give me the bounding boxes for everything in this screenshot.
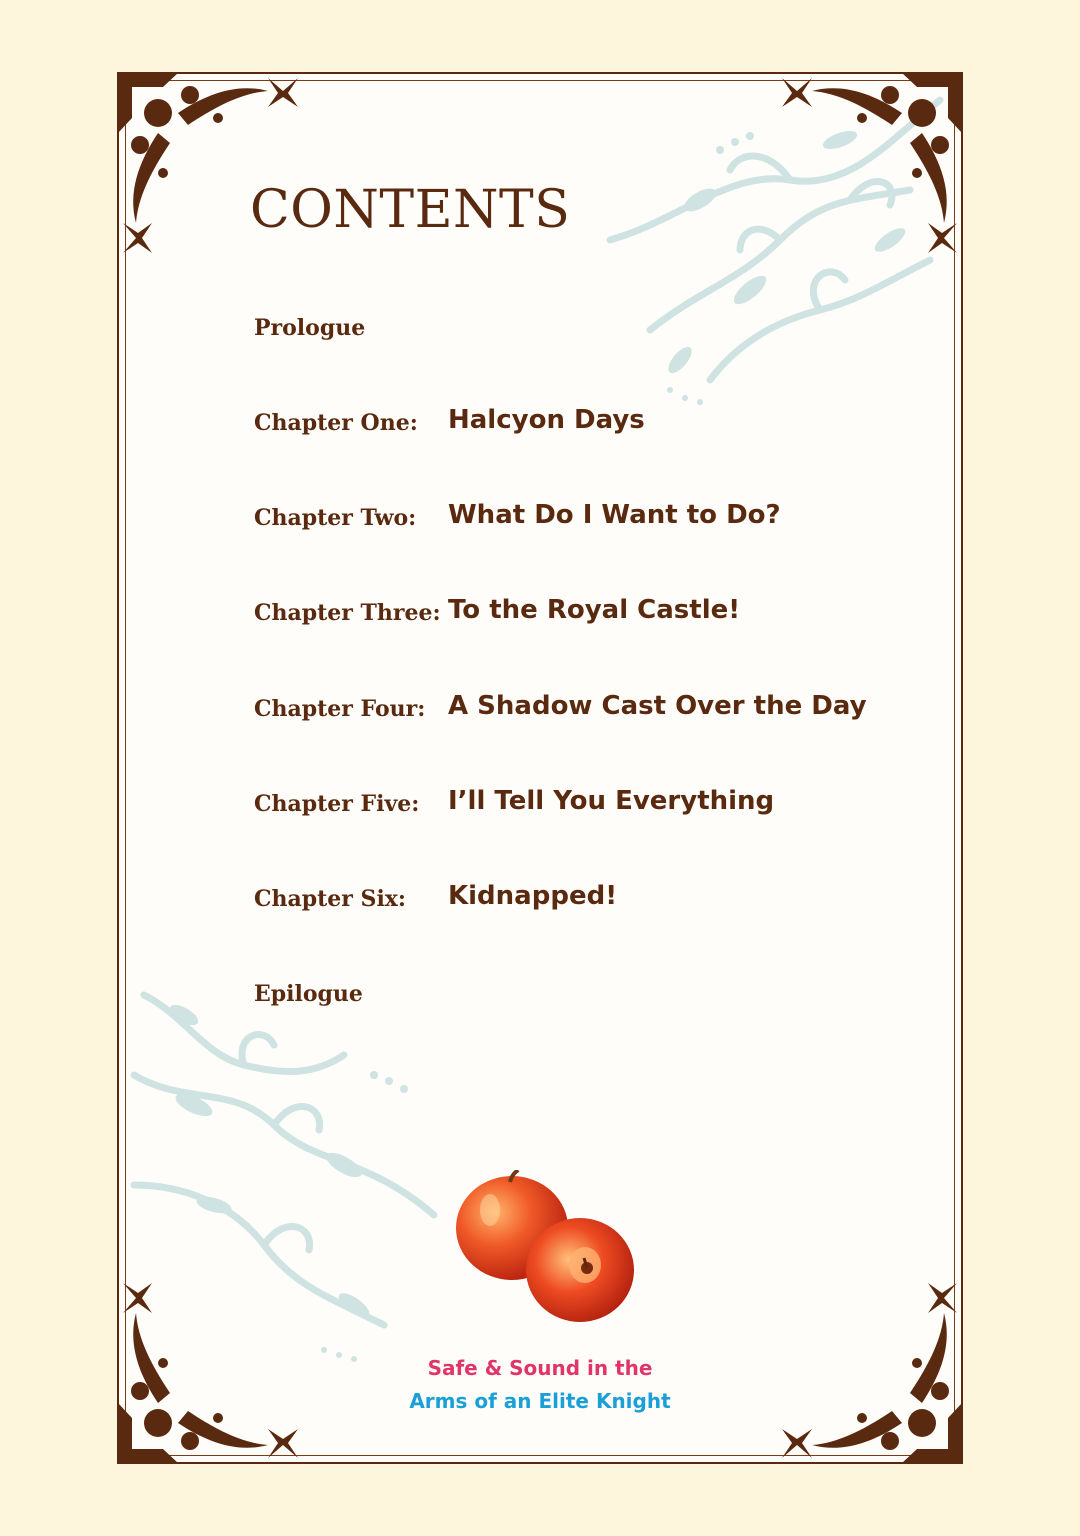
toc-entry-title: I’ll Tell You Everything: [448, 786, 775, 816]
toc-entry-label: Chapter One:: [254, 410, 418, 436]
toc-entry-label: Chapter Three:: [254, 600, 441, 626]
apples-illustration: [450, 1170, 640, 1330]
toc-entry-label: Chapter Five:: [254, 791, 420, 817]
toc-entry-chapter-five[interactable]: [254, 786, 894, 831]
contents-heading: CONTENTS: [250, 180, 571, 240]
corner-ornament-top-right: [772, 73, 962, 263]
toc-entry-chapter-two[interactable]: [254, 500, 894, 545]
toc-entry-title: Kidnapped!: [448, 881, 618, 911]
corner-ornament-bottom-left: [118, 1273, 308, 1463]
toc-entry-epilogue[interactable]: [254, 981, 894, 1021]
toc-entry-label: Epilogue: [254, 981, 363, 1007]
corner-ornament-bottom-right: [772, 1273, 962, 1463]
series-title-line-1: Safe & Sound in the: [427, 1356, 653, 1380]
toc-entry-title: A Shadow Cast Over the Day: [448, 691, 867, 721]
toc-entry-chapter-four[interactable]: [254, 691, 894, 736]
series-title-line-2: Arms of an Elite Knight: [409, 1389, 671, 1413]
toc-entry-chapter-six[interactable]: [254, 881, 894, 926]
toc-entry-label: Chapter Six:: [254, 886, 407, 912]
toc-entry-label: Chapter Four:: [254, 696, 426, 722]
toc-entry-chapter-three[interactable]: [254, 595, 894, 640]
toc-entry-prologue[interactable]: [254, 315, 894, 355]
toc-entry-label: Chapter Two:: [254, 505, 417, 531]
toc-entry-title: What Do I Want to Do?: [448, 500, 781, 530]
toc-entry-title: To the Royal Castle!: [448, 595, 741, 625]
toc-entry-title: Halcyon Days: [448, 405, 645, 435]
toc-entry-label: Prologue: [254, 315, 366, 341]
toc-entry-chapter-one[interactable]: [254, 405, 894, 450]
